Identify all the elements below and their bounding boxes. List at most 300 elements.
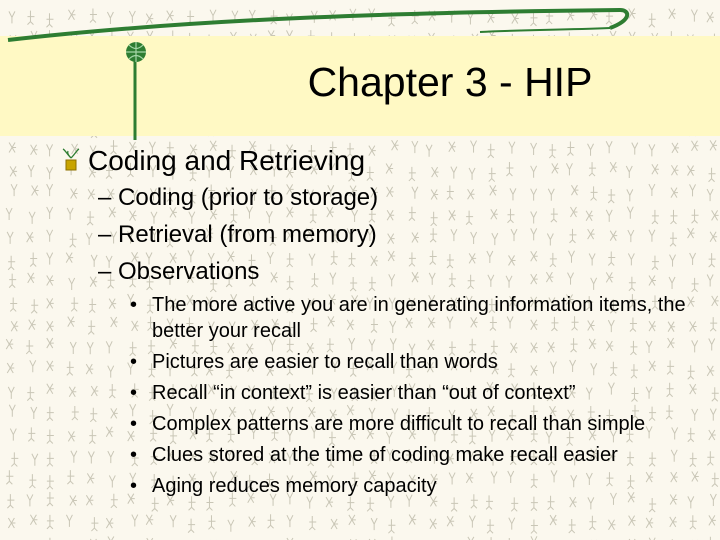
pattern-glyph	[31, 407, 37, 419]
pattern-glyph	[606, 141, 612, 153]
pattern-glyph	[287, 253, 294, 267]
pattern-glyph	[387, 187, 394, 197]
pattern-glyph	[447, 185, 454, 199]
pattern-glyph	[548, 189, 554, 201]
pattern-glyph	[66, 515, 72, 527]
pattern-glyph	[690, 384, 697, 394]
pattern-glyph	[6, 208, 12, 220]
pattern-glyph	[26, 340, 33, 354]
pattern-glyph	[90, 277, 97, 287]
pattern-glyph	[409, 167, 416, 181]
pattern-glyph	[710, 140, 717, 150]
pattern-glyph	[170, 515, 176, 527]
pattern-glyph	[91, 386, 98, 396]
pattern-glyph	[691, 141, 698, 151]
pattern-glyph	[672, 143, 679, 153]
pattern-glyph	[108, 536, 115, 540]
pattern-glyph	[652, 256, 659, 270]
pattern-glyph	[707, 451, 714, 465]
pattern-glyph	[70, 342, 76, 354]
pattern-glyph	[86, 364, 93, 374]
pattern-glyph	[632, 143, 638, 155]
pattern-glyph	[32, 454, 38, 466]
pattern-glyph	[108, 451, 114, 463]
pattern-glyph	[7, 363, 14, 373]
pattern-glyph	[312, 273, 319, 287]
pattern-glyph	[90, 408, 97, 422]
pattern-glyph	[268, 514, 275, 528]
pattern-glyph	[47, 184, 53, 196]
pattern-glyph	[29, 320, 36, 330]
pattern-glyph	[509, 255, 516, 265]
pattern-glyph	[9, 274, 16, 288]
list-item	[130, 380, 690, 406]
pattern-glyph	[106, 427, 113, 437]
pattern-glyph	[690, 515, 697, 529]
pattern-glyph	[692, 340, 698, 352]
subpoint-observations: – Observations	[98, 258, 260, 285]
pattern-glyph	[72, 406, 79, 420]
pattern-glyph	[28, 165, 34, 177]
pattern-glyph	[649, 144, 655, 156]
pattern-glyph	[531, 274, 538, 284]
pattern-glyph	[451, 167, 457, 179]
pattern-glyph	[389, 537, 396, 540]
pattern-glyph	[671, 165, 678, 175]
pattern-glyph	[111, 408, 118, 418]
pattern-glyph	[330, 273, 336, 285]
pattern-glyph	[670, 232, 677, 246]
pattern-glyph	[29, 474, 36, 488]
list-item	[130, 292, 690, 344]
slide-title: Chapter 3 - HIP	[307, 59, 593, 105]
pattern-glyph	[669, 277, 675, 289]
list-item	[130, 442, 690, 468]
pattern-glyph	[10, 297, 17, 311]
pattern-glyph	[69, 387, 76, 397]
pattern-glyph	[468, 189, 475, 199]
pattern-glyph	[469, 253, 476, 263]
pattern-glyph	[89, 430, 96, 444]
pattern-glyph	[188, 519, 195, 533]
pattern-glyph	[707, 189, 713, 201]
pattern-glyph	[608, 520, 615, 530]
pattern-glyph	[11, 452, 18, 466]
pattern-glyph	[492, 233, 498, 245]
bullet-dot: •	[130, 444, 138, 466]
pattern-glyph	[710, 494, 716, 506]
bullet-dot: •	[130, 413, 138, 435]
pattern-glyph	[28, 273, 35, 283]
pattern-glyph	[6, 470, 13, 484]
pattern-glyph	[549, 144, 556, 158]
observation-text: Pictures are easier to recall than words	[152, 351, 498, 373]
pattern-glyph	[32, 185, 39, 195]
pattern-glyph	[369, 146, 376, 156]
pattern-glyph	[71, 189, 78, 199]
pattern-glyph	[688, 166, 695, 176]
bullet-dot: •	[130, 294, 138, 316]
pattern-glyph	[87, 342, 93, 354]
pattern-glyph	[709, 253, 716, 267]
pattern-glyph	[6, 339, 13, 349]
bullet-dot: •	[130, 382, 138, 404]
pattern-glyph	[409, 207, 416, 221]
pattern-glyph	[47, 276, 54, 286]
pattern-glyph	[67, 470, 74, 484]
pattern-glyph	[546, 272, 553, 282]
pattern-glyph	[111, 317, 118, 327]
pattern-glyph	[409, 515, 416, 525]
pattern-glyph	[531, 536, 537, 540]
pattern-glyph	[8, 518, 15, 528]
pattern-glyph	[690, 253, 696, 265]
pattern-glyph	[707, 274, 713, 286]
pattern-glyph	[30, 515, 37, 525]
pattern-glyph	[11, 184, 17, 196]
pattern-glyph	[451, 229, 457, 241]
pattern-glyph	[471, 232, 477, 244]
pattern-glyph	[550, 253, 557, 267]
pattern-glyph	[712, 473, 719, 487]
observation-text: The more active you are in generating information items, the better your recall	[152, 294, 686, 342]
pattern-glyph	[571, 185, 578, 195]
pattern-glyph	[47, 492, 54, 506]
pattern-glyph	[7, 494, 14, 508]
pattern-glyph	[426, 145, 432, 157]
pattern-glyph	[570, 207, 577, 217]
pattern-glyph	[531, 519, 538, 533]
pattern-glyph	[47, 338, 54, 348]
pattern-glyph	[488, 144, 495, 158]
pattern-glyph	[47, 407, 54, 421]
pattern-glyph	[569, 519, 576, 533]
pattern-glyph	[606, 210, 612, 222]
pattern-glyph	[509, 518, 515, 530]
pattern-glyph	[447, 254, 454, 268]
pattern-glyph	[688, 228, 695, 238]
pattern-glyph	[369, 277, 376, 291]
pattern-glyph	[506, 276, 512, 288]
pattern-glyph	[552, 163, 559, 173]
pattern-glyph	[388, 519, 395, 533]
pattern-glyph	[531, 166, 537, 178]
pattern-glyph	[412, 232, 419, 242]
pattern-glyph	[431, 189, 438, 199]
pattern-glyph	[531, 189, 537, 201]
list-item	[130, 349, 690, 375]
pattern-glyph	[710, 317, 717, 331]
pattern-glyph	[87, 473, 94, 483]
pattern-glyph	[488, 275, 494, 287]
pattern-glyph	[629, 277, 636, 291]
pattern-glyph	[551, 208, 558, 222]
pattern-glyph	[109, 299, 116, 309]
pattern-glyph	[449, 273, 456, 287]
pattern-glyph	[371, 256, 378, 266]
pattern-glyph	[671, 188, 678, 198]
pattern-glyph	[249, 517, 256, 527]
pattern-glyph	[509, 142, 515, 154]
pattern-glyph	[709, 430, 716, 440]
pattern-glyph	[106, 518, 113, 528]
pattern-glyph	[649, 275, 656, 285]
list-item	[130, 473, 690, 499]
pattern-glyph	[531, 228, 537, 240]
pattern-glyph	[67, 361, 74, 375]
pattern-glyph	[649, 230, 655, 242]
pattern-glyph	[47, 167, 53, 179]
pattern-glyph	[469, 516, 475, 528]
pattern-glyph	[629, 516, 636, 526]
pattern-glyph	[626, 166, 632, 178]
pattern-glyph	[449, 210, 456, 220]
pattern-glyph	[47, 429, 54, 443]
pattern-glyph	[86, 233, 92, 245]
pattern-glyph	[47, 361, 54, 371]
pattern-glyph	[430, 228, 437, 242]
pattern-glyph	[106, 341, 112, 353]
pattern-glyph	[487, 519, 494, 533]
pattern-glyph	[31, 145, 38, 155]
pattern-glyph	[646, 518, 653, 528]
pattern-glyph	[47, 321, 54, 331]
pattern-glyph	[628, 230, 634, 242]
pattern-glyph	[652, 164, 659, 174]
pattern-glyph	[591, 186, 598, 200]
pattern-glyph	[490, 185, 497, 195]
pattern-glyph	[88, 452, 94, 464]
pattern-glyph	[468, 275, 475, 289]
pattern-glyph	[331, 251, 338, 265]
pattern-glyph	[628, 253, 634, 265]
pattern-glyph	[589, 162, 596, 176]
pattern-glyph	[30, 360, 36, 372]
pattern-glyph	[27, 232, 34, 242]
pattern-glyph	[69, 278, 75, 290]
pattern-glyph	[692, 409, 698, 421]
observation-text: Clues stored at the time of coding make recall easier	[152, 444, 618, 466]
pattern-glyph	[9, 142, 16, 152]
pattern-glyph	[707, 366, 714, 376]
pattern-glyph	[287, 276, 294, 290]
pattern-glyph	[27, 494, 33, 506]
pattern-glyph	[430, 251, 437, 265]
pattern-glyph	[331, 519, 338, 529]
pattern-glyph	[510, 188, 516, 200]
pattern-glyph	[511, 229, 517, 241]
pattern-glyph	[412, 141, 418, 153]
observations-list	[130, 292, 690, 504]
pattern-glyph	[228, 520, 234, 532]
pattern-glyph	[710, 232, 717, 242]
pattern-glyph	[588, 229, 595, 239]
pattern-glyph	[589, 253, 595, 265]
pattern-glyph	[487, 251, 493, 263]
pattern-glyph	[47, 452, 54, 466]
pattern-glyph	[88, 320, 95, 334]
pattern-glyph	[68, 431, 75, 441]
pattern-glyph	[27, 387, 34, 401]
pattern-glyph	[606, 272, 613, 282]
bullet-dot: •	[130, 475, 138, 497]
pattern-glyph	[610, 231, 617, 241]
pattern-glyph	[271, 272, 278, 282]
pattern-glyph	[30, 253, 37, 267]
observation-text: Recall “in context” is easier than “out of context”	[152, 382, 576, 404]
pattern-glyph	[531, 143, 537, 155]
pattern-glyph	[670, 517, 677, 527]
pattern-glyph	[588, 144, 594, 156]
pattern-glyph	[111, 494, 118, 508]
pattern-glyph	[591, 278, 597, 290]
observation-text: Complex patterns are more difficult to recall than simple	[152, 413, 646, 435]
pattern-glyph	[47, 207, 53, 219]
pattern-glyph	[371, 518, 377, 530]
pattern-glyph	[506, 162, 513, 176]
pattern-glyph	[389, 274, 395, 286]
pattern-glyph	[431, 212, 438, 226]
pattern-glyph	[432, 167, 439, 177]
pattern-glyph	[547, 233, 553, 245]
pattern-glyph	[447, 516, 454, 526]
pattern-glyph	[367, 167, 374, 181]
pattern-glyph	[108, 366, 114, 378]
pattern-glyph	[70, 233, 77, 247]
pattern-glyph	[349, 253, 356, 267]
list-item	[130, 411, 690, 437]
pattern-glyph	[531, 212, 537, 224]
pattern-glyph	[208, 515, 215, 529]
pattern-glyph	[566, 163, 572, 175]
observation-text: Aging reduces memory capacity	[152, 475, 437, 497]
pattern-glyph	[608, 189, 615, 203]
pattern-glyph	[712, 210, 719, 220]
pattern-glyph	[430, 519, 437, 529]
pattern-glyph	[146, 515, 153, 525]
pattern-glyph	[386, 164, 393, 174]
pattern-glyph	[47, 384, 54, 394]
pattern-glyph	[709, 339, 715, 351]
pattern-glyph	[712, 387, 719, 401]
pattern-glyph	[309, 254, 315, 266]
pattern-glyph	[610, 162, 617, 172]
pattern-glyph	[569, 251, 575, 263]
pattern-glyph	[652, 210, 659, 224]
pattern-glyph	[392, 140, 399, 150]
pattern-glyph	[469, 168, 475, 180]
pattern-glyph	[712, 296, 719, 306]
pattern-glyph	[9, 405, 15, 417]
pattern-glyph	[47, 298, 54, 308]
bullet-dot: •	[130, 351, 138, 373]
pattern-glyph	[466, 211, 473, 225]
heading-coding-retrieving: Coding and Retrieving	[88, 145, 366, 176]
pattern-glyph	[627, 207, 633, 219]
pattern-glyph	[91, 255, 97, 267]
pattern-glyph	[692, 209, 699, 223]
pattern-glyph	[692, 471, 699, 481]
pattern-glyph	[66, 253, 73, 263]
pattern-glyph	[709, 515, 716, 525]
pattern-glyph	[31, 299, 38, 313]
pattern-glyph	[109, 475, 115, 487]
pattern-glyph	[710, 409, 716, 421]
subpoint-coding: – Coding (prior to storage)	[98, 184, 379, 211]
pattern-glyph	[471, 141, 477, 153]
pattern-glyph	[491, 209, 498, 219]
pattern-glyph	[7, 232, 13, 244]
pattern-glyph	[412, 272, 419, 282]
pattern-glyph	[11, 321, 18, 331]
pattern-glyph	[91, 517, 98, 531]
pattern-glyph	[692, 278, 699, 292]
pattern-glyph	[649, 184, 655, 196]
pattern-glyph	[350, 277, 357, 291]
pattern-glyph	[47, 253, 53, 265]
pattern-glyph	[349, 515, 356, 525]
pattern-glyph	[10, 166, 17, 176]
pattern-glyph	[531, 251, 538, 261]
pattern-glyph	[412, 187, 418, 199]
pattern-glyph	[89, 299, 96, 313]
pattern-glyph	[88, 189, 95, 199]
subpoint-retrieval: – Retrieval (from memory)	[98, 221, 377, 248]
pattern-glyph	[267, 252, 273, 264]
pattern-glyph	[287, 515, 293, 527]
pattern-glyph	[690, 453, 697, 467]
pattern-glyph	[429, 273, 435, 285]
pattern-glyph	[109, 384, 116, 398]
pattern-glyph	[68, 317, 75, 327]
pattern-glyph	[627, 189, 633, 201]
pattern-glyph	[86, 495, 93, 505]
globe-icon	[126, 42, 146, 62]
pattern-glyph	[409, 252, 416, 266]
pattern-glyph	[47, 144, 53, 156]
pattern-glyph	[67, 208, 73, 220]
pattern-glyph	[449, 142, 456, 152]
pattern-glyph	[8, 256, 15, 270]
pattern-glyph	[690, 322, 697, 332]
pattern-glyph	[568, 273, 574, 285]
pattern-glyph	[8, 387, 14, 399]
pattern-glyph	[47, 230, 53, 242]
pattern-glyph	[567, 141, 574, 155]
pattern-glyph	[28, 427, 35, 441]
pattern-glyph	[608, 252, 615, 266]
bullet-icon	[60, 148, 82, 176]
pattern-glyph	[47, 475, 54, 489]
pattern-glyph	[690, 184, 696, 196]
pattern-glyph	[507, 209, 514, 223]
pattern-glyph	[387, 210, 394, 220]
pattern-glyph	[309, 516, 316, 530]
pattern-glyph	[670, 210, 677, 224]
pattern-glyph	[87, 211, 94, 225]
pattern-glyph	[388, 251, 395, 261]
pattern-glyph	[29, 212, 35, 224]
pattern-glyph	[589, 516, 596, 530]
pattern-glyph	[71, 297, 78, 311]
pattern-glyph	[670, 255, 676, 267]
pattern-glyph	[47, 515, 54, 529]
pattern-glyph	[132, 515, 138, 527]
pattern-glyph	[550, 515, 557, 525]
pattern-glyph	[10, 429, 16, 441]
pattern-glyph	[586, 211, 593, 221]
pattern-glyph	[388, 234, 395, 244]
